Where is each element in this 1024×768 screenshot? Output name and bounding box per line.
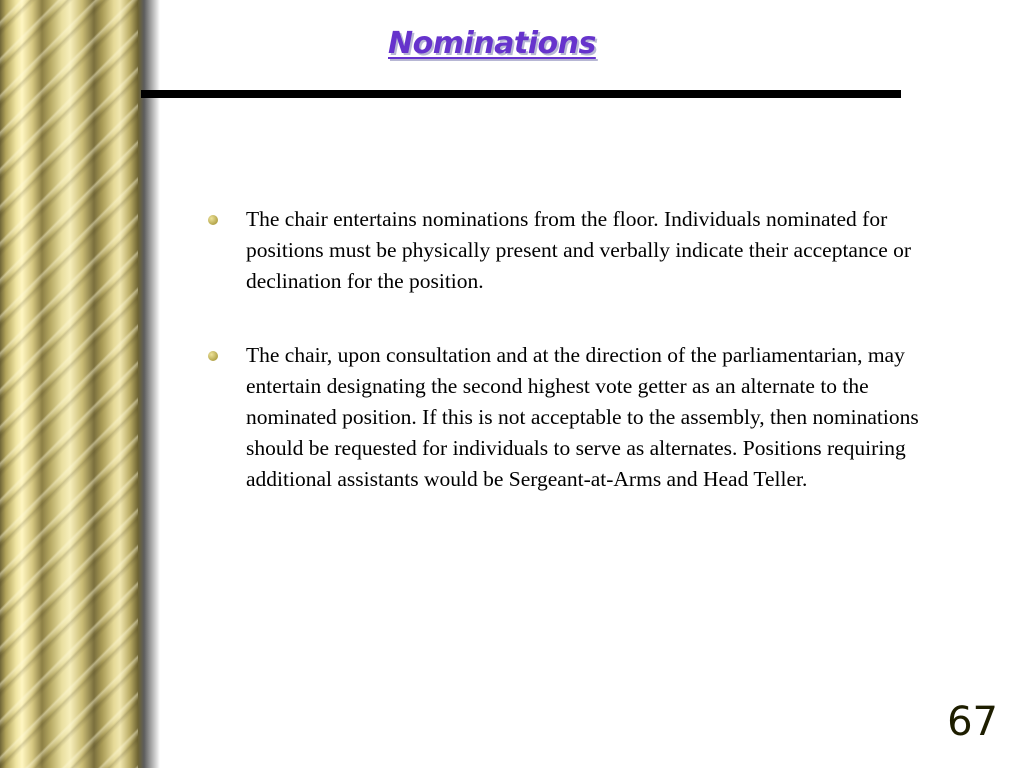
bullet-text: The chair entertains nominations from the floor. Individuals nominated for positions must be physically present and verbally indicate their acceptance or declination for the position. xyxy=(246,207,912,293)
bullet-item xyxy=(206,340,946,495)
title-divider xyxy=(141,90,901,98)
decorative-column xyxy=(0,0,160,768)
slide-title: Nominations xyxy=(388,26,596,61)
bullet-list xyxy=(206,204,946,538)
bullet-text: The chair, upon consultation and at the direction of the parliamentarian, may entertain designating the second highest vote getter as an alternate to the nominated position. If this is not acceptable to the assembly, then nominations should be requested for individuals to serve as alternates. Positions requiring additional assistants would be Sergeant-at-Arms and Head Teller. xyxy=(246,343,919,491)
column-stripes xyxy=(0,0,138,768)
page-number: 67 xyxy=(947,699,998,745)
bullet-item xyxy=(206,204,946,297)
bullet-icon xyxy=(208,215,218,225)
bullet-icon xyxy=(208,351,218,361)
